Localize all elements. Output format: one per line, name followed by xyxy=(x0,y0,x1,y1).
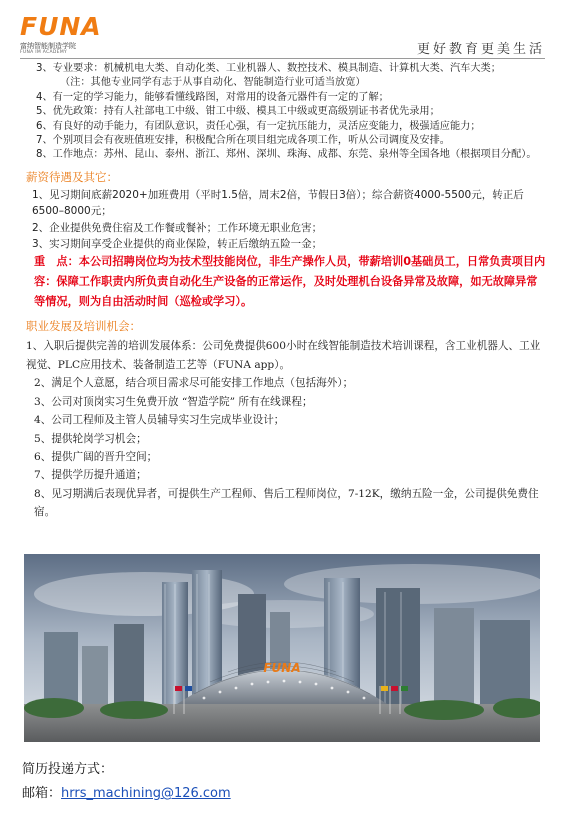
requirement-item: 5、优先政策：持有人社部电工中级、钳工中级、模具工中级或更高级别证书者优先录用； xyxy=(36,106,440,118)
career-item: 6、提供广阔的晋升空间； xyxy=(34,450,158,463)
funa-logo xyxy=(20,12,132,56)
campus-photo xyxy=(24,554,540,742)
email-link[interactable]: hrrs_machining@126.com xyxy=(61,786,231,801)
career-item: 4、公司工程师及主管人员辅导实习生完成毕业设计； xyxy=(34,414,285,427)
page-header xyxy=(0,0,565,62)
requirement-item: 4、有一定的学习能力，能够看懂线路图，对常用的设备元器件有一定的了解； xyxy=(36,91,389,103)
contact-section xyxy=(22,758,231,806)
requirement-item: 3、专业要求：机械机电大类、自动化类、工业机器人、数控技术、模具制造、计算机大类、汽车大类； xyxy=(36,63,501,74)
pay-section-title: 薪资待遇及其它： xyxy=(26,169,118,184)
logo-english-name: FUNA IM ACADEMY xyxy=(20,50,68,55)
header-divider xyxy=(20,58,545,59)
header-slogan: 更好教育更美生活 xyxy=(416,42,545,57)
career-section-title: 职业发展及培训机会： xyxy=(26,319,141,334)
campus-photo-illustration xyxy=(24,554,540,742)
dome-sign-text: FUNA xyxy=(263,661,301,675)
email-label: 邮箱： xyxy=(22,786,62,801)
document-body xyxy=(26,62,546,522)
pay-list xyxy=(26,187,546,312)
logo-chinese-name: 富纳智能制造学院 xyxy=(20,42,76,50)
requirement-item: 7、个别项目会有夜班值班安排，积极配合所在项目组完成各项工作，听从公司调度及安排。 xyxy=(36,135,450,147)
career-item: 3、公司对顶岗实习生免费开放 “智造学院” 所有在线课程； xyxy=(34,395,313,408)
requirements-list xyxy=(26,62,546,163)
pay-item: 2、企业提供免费住宿及工作餐或餐补；工作环境无职业危害； xyxy=(32,221,323,234)
logo-wordmark: FUNA xyxy=(20,12,102,41)
pay-item: 3、实习期间享受企业提供的商业保险，转正后缴纳五险一金； xyxy=(32,237,323,250)
key-point-notice: 重 点：本公司招聘岗位均为技术型技能岗位，非生产操作人员，带薪培训0基础员工，日常负责项目内容：保障工作职责内所负责自动化生产设备的正常运作，及时处理机台设备异常及故障，如无故障异常等情况，则为自由活动时间（巡检或学习）。 xyxy=(34,255,546,309)
requirement-item: 8、工作地点：苏州、昆山、泰州、浙江、郑州、深圳、珠海、成都、东莞、泉州等全国各地（根据项目分配）。 xyxy=(36,149,537,161)
career-item: 8、见习期满后表现优异者，可提供生产工程师、售后工程师岗位，7-12K，缴纳五险一金，公司提供免费住宿。 xyxy=(34,487,539,519)
career-item: 5、提供轮岗学习机会； xyxy=(34,432,147,445)
email-row xyxy=(22,782,231,806)
career-list xyxy=(26,337,546,521)
career-item: 2、满足个人意愿，结合项目需求尽可能安排工作地点（包括海外）； xyxy=(34,377,354,390)
requirement-note: （注：其他专业同学有志于从事自动化、智能制造行业可适当放宽） xyxy=(60,77,366,89)
career-item: 7、提供学历提升通道； xyxy=(34,469,147,482)
requirement-item: 6、有良好的动手能力，有团队意识，责任心强，有一定抗压能力，灵活应变能力，极强适应能力； xyxy=(36,120,481,132)
pay-item: 1、见习期间底薪2020+加班费用（平时1.5倍，周末2倍，节假日3倍）；综合薪资4000-5500元，转正后6500–8000元； xyxy=(32,189,524,218)
contact-title: 简历投递方式： xyxy=(22,762,114,777)
career-item: 1、入职后提供完善的培训发展体系：公司免费提供600小时在线智能制造技术培训课程，含工业机器人、工业视觉、PLC应用技术、装备制造工艺等（FUNA app）。 xyxy=(26,340,541,371)
